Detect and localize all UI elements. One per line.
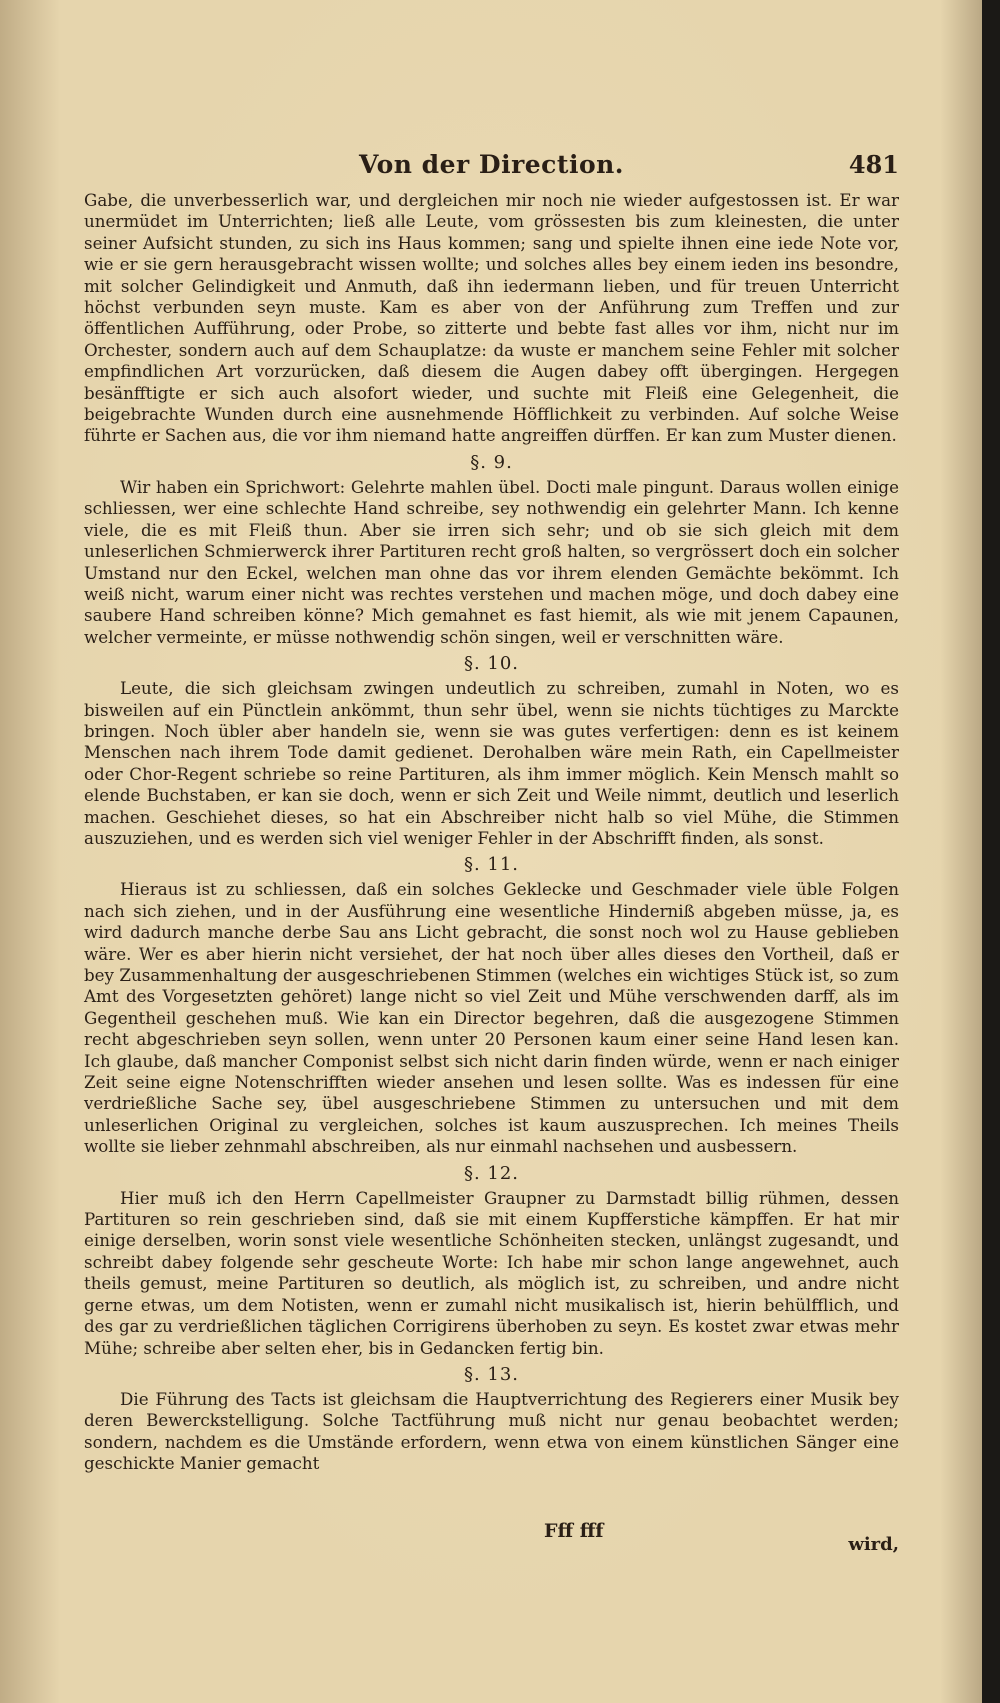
- section-heading-10: §. 10.: [463, 653, 520, 675]
- page-body: [84, 190, 899, 1475]
- section-heading-9: §. 9.: [470, 451, 513, 473]
- section-heading-12: §. 12.: [463, 1162, 520, 1184]
- paragraph-section-10: Leute, die sich gleichsam zwingen undeutlich zu schreiben, zumahl in Noten, wo es bisweilen auf ein Pünctlein ankömmt, thun sehr übel, wenn sie nichts tüchtiges zu Marckte bringen. Noch übler aber handeln sie, wenn sie was gutes verfertigen: denn es ist keinem Menschen nach ihrem Tode damit gedienet. Derohalben wäre mein Rath, ein Capellmeister oder Chor-Regent schriebe so reine Partituren, als ihm immer möglich. Kein Mensch mahlt so elende Buchstaben, er kan sie doch, wenn er sich Zeit und Weile nimmt, deutlich und leserlich machen. Geschiehet dieses, so hat ein Abschreiber nicht halb so viel Mühe, die Stimmen auszuziehen, und es werden sich viel weniger Fehler in der Abschrifft finden, als sonst.: [84, 678, 899, 848]
- section-heading-11: §. 11.: [463, 854, 520, 876]
- paragraph-section-12: Hier muß ich den Herrn Capellmeister Graupner zu Darmstadt billig rühmen, dessen Partituren so rein geschrieben sind, daß sie mit einem Kupfferstiche kämpffen. Er hat mir einige derselben, worin sonst viele wesentliche Schönheiten stecken, unlängst zugesandt, und schreibt dabey folgende sehr gescheute Worte: Ich habe mir schon lange angewehnet, auch theils gemust, meine Partituren so deutlich, als möglich ist, zu schreiben, und andre nicht gerne etwas, um dem Notisten, wenn er zumahl nicht musikalisch ist, hierin behülfflich, und des gar zu verdrießlichen täglichen Corrigirens überhoben zu seyn. Es kostet zwar etwas mehr Mühe; schreibe aber selten eher, bis in Gedancken fertig bin.: [84, 1187, 899, 1358]
- page-number: 481: [848, 150, 899, 179]
- paragraph-section-11: Hieraus ist zu schliessen, daß ein solches Geklecke und Geschmader viele üble Folgen nach sich ziehen, und in der Ausführung eine wesentliche Hinderniß abgeben müsse, ja, es wird dadurch manche derbe Sau ans Licht gebracht, die sonst noch wol zu Hause geblieben wäre. Wer es aber hierin nicht versiehet, der hat noch über alles dieses den Vortheil, daß er bey Zusammenhaltung der ausgeschriebenen Stimmen (welches ein wichtiges Stück ist, so zum Amt des Vorgesetzten gehöret) lange nicht so viel Zeit und Mühe verschwenden darff, als im Gegentheil geschehen muß. Wie kan ein Director begehren, daß die ausgezogene Stimmen recht abgeschrieben seyn sollen, wenn unter 20 Personen kaum einer seine Hand lesen kan. Ich glaube, daß mancher Componist selbst sich nicht darin finden würde, wenn er nach einiger Zeit seine eigne Notenschrifften wieder ansehen und lesen sollte. Was es indessen für eine verdrießliche Sache sey, übel ausgeschriebene Stimmen zu untersuchen und mit dem unleserlichen Original zu vergleichen, solches ist kaum auszusprechen. Ich meines Theils wollte sie lieber zehnmahl abschreiben, als nur einmahl nachsehen und ausbessern.: [84, 879, 899, 1157]
- paragraph-section-9: Wir haben ein Sprichwort: Gelehrte mahlen übel. Docti male pingunt. Daraus wollen einige schliessen, wer eine schlechte Hand schreibe, sey nothwendig ein gelehrter Mann. Ich kenne viele, die es mit Fleiß thun. Aber sie irren sich sehr; und ob sie sich gleich mit dem unleserlichen Schmierwerck ihrer Partituren recht groß halten, so vergrössert doch ein solcher Umstand nur den Eckel, welchen man ohne das vor ihrem elenden Gemächte bekömmt. Ich weiß nicht, warum einer nicht was rechtes verstehen und machen möge, und doch dabey eine saubere Hand schreiben könne? Mich gemahnet es fast hiemit, als wie mit jenem Capaunen, welcher vermeinte, er müsse nothwendig schön singen, weil er verschnitten wäre.: [84, 476, 899, 647]
- section-heading-13: §. 13.: [463, 1363, 520, 1385]
- book-spine-edge: [982, 0, 1000, 1703]
- paragraph-section-13: Die Führung des Tacts ist gleichsam die Hauptverrichtung des Regierers einer Musik bey deren Bewerckstelligung. Solche Tactführung muß nicht nur genau beobachtet werden; sondern, nachdem es die Umstände erfordern, wenn etwa von einem künstlichen Sänger eine geschickte Manier gemacht: [84, 1388, 899, 1474]
- running-head: Von der Direction.: [359, 150, 624, 179]
- paragraph-continuation: Gabe, die unverbesserlich war, und dergleichen mir noch nie wieder aufgestossen ist. Er war unermüdet im Unterrichten; ließ alle Leute, vom grössesten bis zum kleinesten, die unter seiner Aufsicht stunden, zu sich ins Haus kommen; sang und spielte ihnen eine iede Note vor, wie er sie gern herausgebracht wissen wollte; und solches alles bey einem ieden ins besondre, mit solcher Gelindigkeit und Anmuth, daß ihn iedermann lieben, und für treuen Unterricht höchst verbunden seyn muste. Kam es aber von der Anführung zum Treffen und zur öffentlichen Aufführung, oder Probe, so zitterte und bebte fast alles vor ihm, nicht nur im Orchester, sondern auch auf dem Schauplatze: da wuste er manchem seine Fehler mit solcher empfindlichen Art vorzurücken, daß diesem die Augen dabey offt übergingen. Hergegen besänfftigte er sich auch alsofort wieder, und suchte mit Fleiß eine Gelegenheit, die beigebrachte Wunden durch eine ausnehmende Höfflichkeit zu verbinden. Auf solche Weise führte er Sachen aus, die vor ihm niemand hatte angreiffen dürffen. Er kan zum Muster dienen.: [84, 190, 899, 446]
- catchword: wird,: [848, 1534, 899, 1555]
- page-footer: [84, 1520, 899, 1560]
- page-header: [84, 150, 899, 190]
- signature-mark: Fff fff: [544, 1520, 604, 1542]
